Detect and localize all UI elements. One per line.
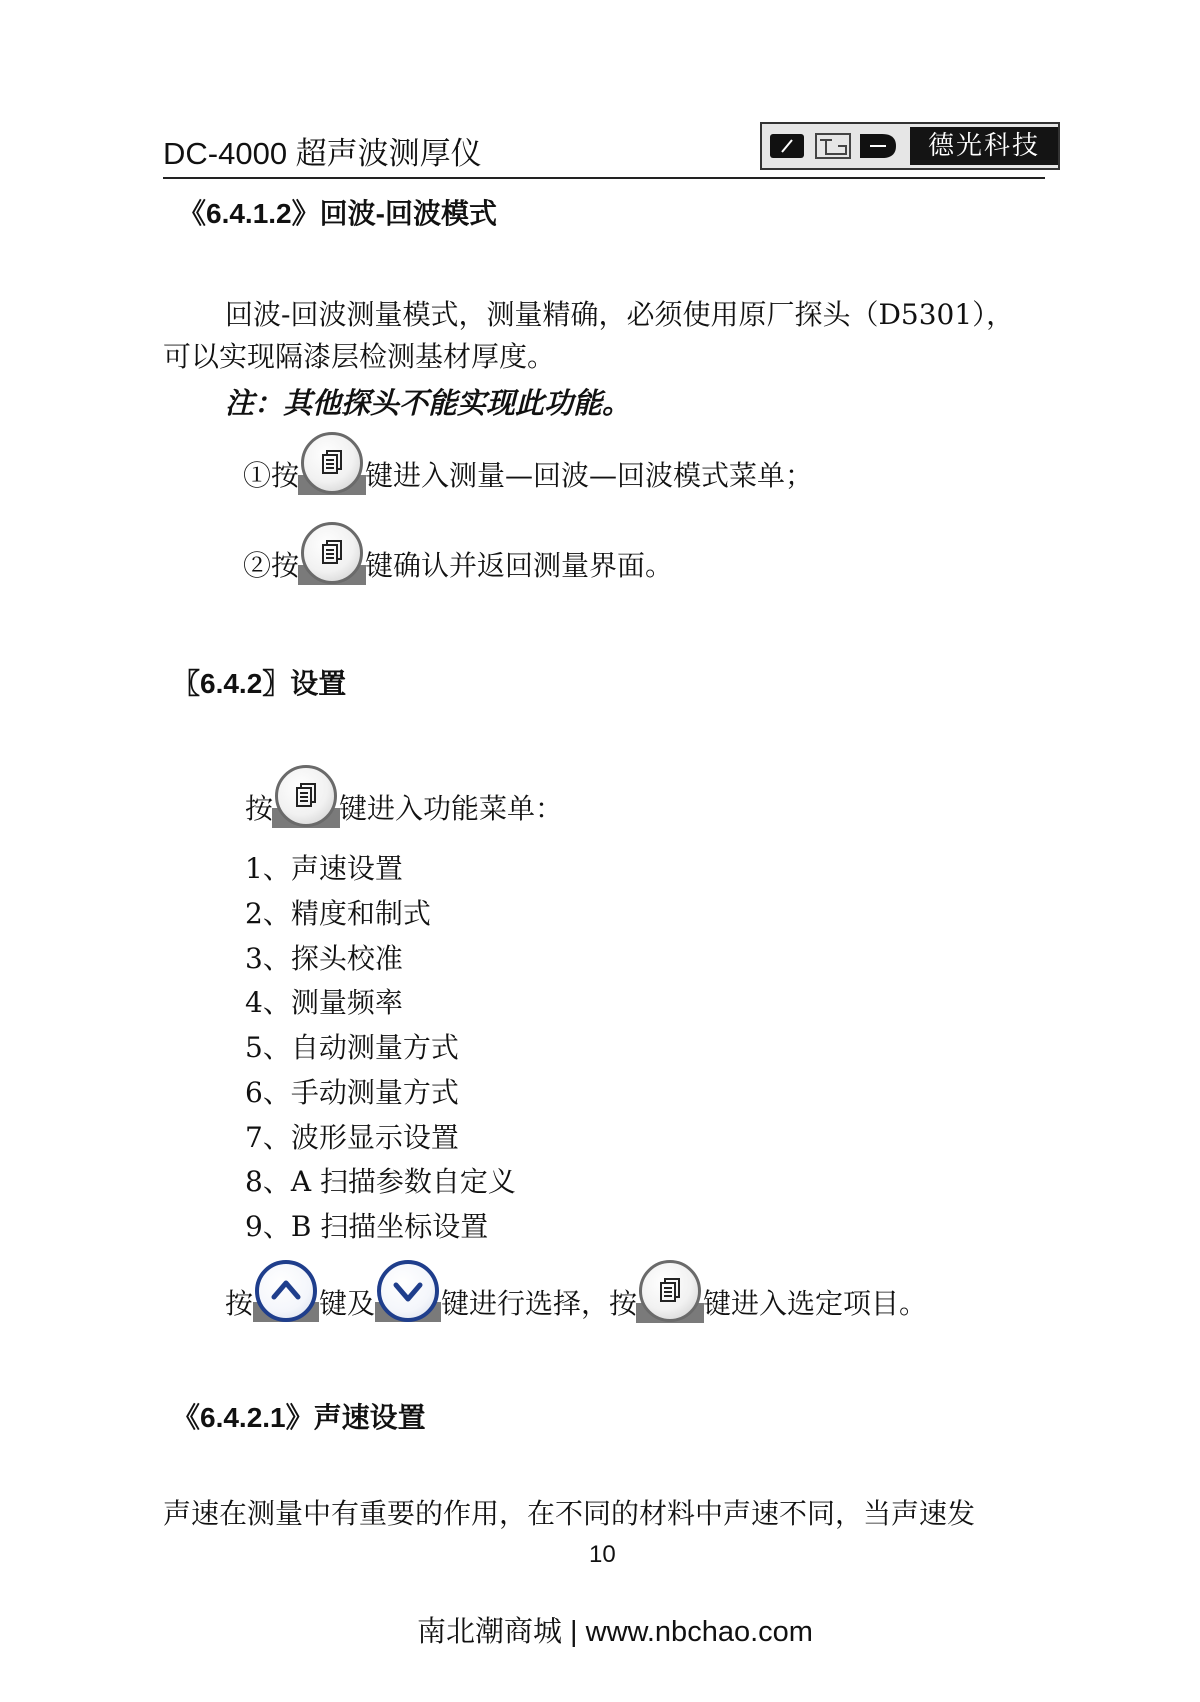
footer-link[interactable]: 南北潮商城 | www.nbchao.com <box>417 1616 813 1648</box>
menu-intro-suffix: 键进入功能菜单： <box>339 792 564 825</box>
menu-key-icon <box>301 432 363 494</box>
section-heading-6-4-2-1: 《6.4.2.1》声速设置 <box>172 1402 426 1433</box>
up-key-icon <box>255 1260 317 1322</box>
paragraph-line: 可以实现隔漆层检测基材厚度。 <box>163 340 556 373</box>
step-2-prefix: ②按 <box>243 549 300 582</box>
list-item: 2、精度和制式 <box>245 897 431 930</box>
list-item: 5、自动测量方式 <box>245 1031 459 1064</box>
header-rule <box>163 177 1045 179</box>
list-item: 7、波形显示设置 <box>245 1121 459 1154</box>
section-heading-6-4-1-2: 《6.4.1.2》回波-回波模式 <box>178 198 497 229</box>
step-2-suffix: 键确认并返回测量界面。 <box>365 549 674 582</box>
down-key-icon <box>377 1260 439 1322</box>
company-logo <box>760 122 1060 170</box>
document-title: DC-4000 超声波测厚仪 <box>163 136 482 171</box>
selection-instruction <box>225 1260 927 1322</box>
list-item: 8、A 扫描参数自定义 <box>245 1165 516 1198</box>
logo-mark-icon <box>770 132 898 160</box>
selection-text-2: 键及 <box>319 1287 376 1320</box>
list-item: 6、手动测量方式 <box>245 1076 459 1109</box>
selection-text-4: 键进入选定项目。 <box>703 1287 928 1320</box>
list-item: 9、B 扫描坐标设置 <box>245 1210 489 1243</box>
selection-text-3: 键进行选择，按 <box>441 1287 638 1320</box>
menu-intro <box>245 765 563 827</box>
menu-key-icon <box>639 1260 701 1322</box>
logo-text: 德光科技 <box>910 127 1058 165</box>
section-heading-6-4-2: 〖6.4.2〗设置 <box>172 668 347 699</box>
menu-key-icon <box>275 765 337 827</box>
step-1-prefix: ①按 <box>243 459 300 492</box>
menu-key-icon <box>301 522 363 584</box>
selection-text-1: 按 <box>225 1287 254 1320</box>
menu-intro-prefix: 按 <box>245 792 274 825</box>
page-number: 10 <box>589 1541 616 1568</box>
paragraph-line: 声速在测量中有重要的作用，在不同的材料中声速不同，当声速发 <box>163 1497 976 1530</box>
paragraph-line: 回波-回波测量模式，测量精确，必须使用原厂探头（D5301）， <box>225 298 1015 331</box>
note-text: 注：其他探头不能实现此功能。 <box>225 386 632 420</box>
step-1 <box>243 432 813 494</box>
list-item: 4、测量频率 <box>245 986 403 1019</box>
step-1-suffix: 键进入测量—回波—回波模式菜单； <box>365 459 814 492</box>
step-2 <box>243 522 673 584</box>
list-item: 1、声速设置 <box>245 852 403 885</box>
list-item: 3、探头校准 <box>245 942 403 975</box>
